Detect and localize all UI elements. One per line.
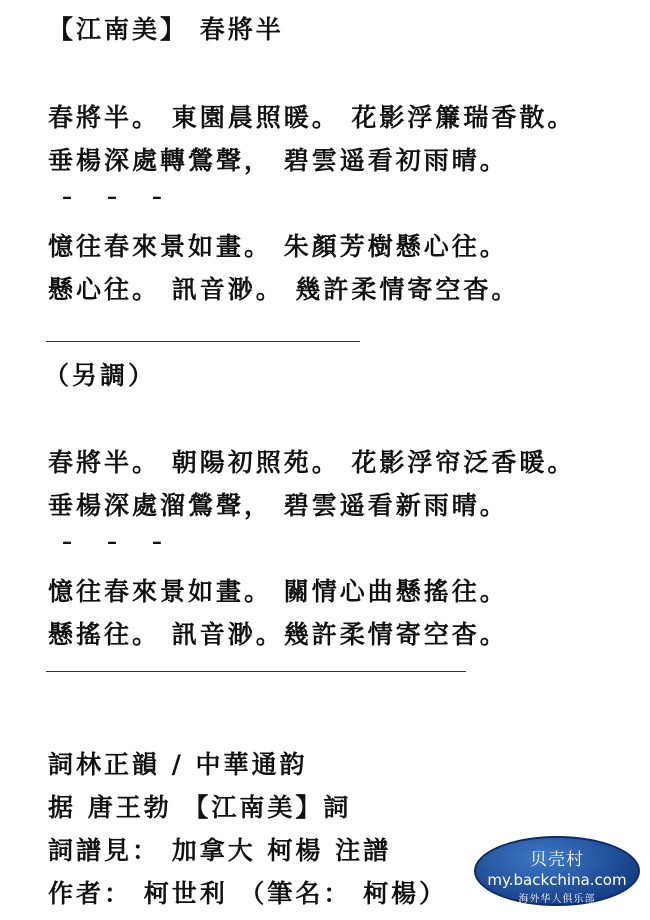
poem2-line-3: 憶往春來景如畫。 關情心曲懸搖往。 xyxy=(48,577,508,606)
backchina-badge-link[interactable] xyxy=(474,836,640,906)
poem-title: 【江南美】 春將半 xyxy=(48,15,284,44)
poem1-stanza-break: – – – xyxy=(62,184,176,208)
badge-title: 贝壳村 xyxy=(530,850,584,870)
poem2-line-1: 春將半。 朝陽初照苑。 花影浮帘泛香暖。 xyxy=(48,448,576,477)
credit-score: 詞譜見： 加拿大 柯楊 注譜 xyxy=(48,836,392,865)
poem1-line-1: 春將半。 東園晨照暖。 花影浮簾瑞香散。 xyxy=(48,103,576,132)
divider-1 xyxy=(46,341,360,342)
credit-author: 作者： 柯世利 （筆名： 柯楊） xyxy=(48,879,448,908)
credit-source: 据 唐王勃 【江南美】詞 xyxy=(48,793,352,822)
poem1-line-4: 懸心往。 訊音渺。 幾許柔情寄空杳。 xyxy=(48,275,520,304)
poem2-line-2: 垂楊深處溜鶯聲， 碧雲遥看新雨晴。 xyxy=(48,491,508,520)
badge-url: my.backchina.com xyxy=(487,871,627,889)
poem2-line-4: 懸搖往。 訊音渺。幾許柔情寄空杳。 xyxy=(48,620,508,649)
badge-tagline: 海外华人俱乐部 xyxy=(518,894,596,905)
divider-2 xyxy=(46,671,466,672)
credit-rhyme: 詞林正韻 / 中華通韵 xyxy=(48,750,308,779)
alt-tune-label: （另調） xyxy=(44,361,157,390)
poem2-stanza-break: – – – xyxy=(62,529,176,553)
poem1-line-3: 憶往春來景如畫。 朱顏芳樹懸心往。 xyxy=(48,232,508,261)
poem1-line-2: 垂楊深處轉鶯聲， 碧雲遥看初雨晴。 xyxy=(48,146,508,175)
